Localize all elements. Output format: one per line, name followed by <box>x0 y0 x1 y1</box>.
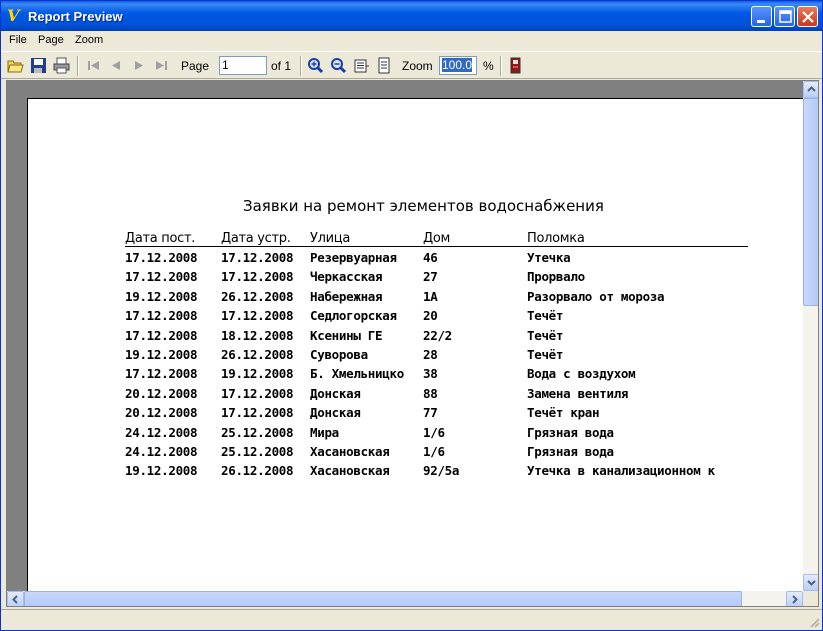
house-cell: 20 <box>423 308 438 323</box>
problem-cell: Течёт кран <box>527 405 600 420</box>
received-date-cell: 20.12.2008 <box>125 405 198 420</box>
problem-cell: Течёт <box>527 347 564 362</box>
house-cell: 46 <box>423 250 438 265</box>
street-cell: Черкасская <box>310 269 383 284</box>
toolbar <box>1 51 822 79</box>
house-cell: 28 <box>423 347 438 362</box>
street-cell: Мира <box>310 425 339 440</box>
report-title: Заявки на ремонт элементов водоснабжения <box>243 197 604 215</box>
column-header-received-date: Дата пост. <box>125 231 196 246</box>
status-bar <box>1 609 822 630</box>
toolbar-separator <box>500 56 502 76</box>
fixed-date-cell: 17.12.2008 <box>221 386 294 401</box>
street-cell: Б. Хмельницко <box>310 366 404 381</box>
zoom-label: Zoom <box>402 59 433 73</box>
house-cell: 92/5а <box>423 463 460 478</box>
received-date-cell: 17.12.2008 <box>125 328 198 343</box>
vertical-scroll-thumb[interactable] <box>803 98 819 306</box>
page-width-icon[interactable] <box>353 57 370 74</box>
app-icon: V <box>7 6 20 25</box>
problem-cell: Утечка <box>527 250 571 265</box>
received-date-cell: 17.12.2008 <box>125 308 198 323</box>
scroll-left-button[interactable] <box>7 591 24 607</box>
menu-page[interactable]: Page <box>38 34 64 46</box>
received-date-cell: 19.12.2008 <box>125 289 198 304</box>
house-cell: 1/6 <box>423 425 445 440</box>
menu-bar <box>1 31 822 50</box>
house-cell: 22/2 <box>423 328 452 343</box>
problem-cell: Течёт <box>527 328 564 343</box>
problem-cell: Разорвало от мороза <box>527 289 665 304</box>
fixed-date-cell: 25.12.2008 <box>221 425 294 440</box>
menu-file[interactable]: File <box>9 34 27 46</box>
street-cell: Набережная <box>310 289 383 304</box>
street-cell: Седлогорская <box>310 308 397 323</box>
fixed-date-cell: 18.12.2008 <box>221 328 294 343</box>
first-page-icon[interactable] <box>85 57 102 74</box>
chevron-up-icon <box>804 82 819 97</box>
prev-page-icon[interactable] <box>107 57 124 74</box>
last-page-icon[interactable] <box>153 57 170 74</box>
chevron-left-icon <box>8 592 23 607</box>
fixed-date-cell: 25.12.2008 <box>221 444 294 459</box>
whole-page-icon[interactable] <box>376 57 393 74</box>
column-header-street: Улица <box>310 231 350 246</box>
report-page <box>27 98 817 607</box>
fixed-date-cell: 26.12.2008 <box>221 463 294 478</box>
print-icon[interactable] <box>53 57 70 74</box>
fixed-date-cell: 17.12.2008 <box>221 250 294 265</box>
received-date-cell: 17.12.2008 <box>125 366 198 381</box>
scroll-up-button[interactable] <box>803 81 819 98</box>
page-count-label: of 1 <box>271 59 292 73</box>
zoom-value: 100.0 <box>442 58 473 72</box>
horizontal-scroll-thumb[interactable] <box>24 591 742 607</box>
received-date-cell: 24.12.2008 <box>125 444 198 459</box>
column-header-problem: Поломка <box>527 231 585 246</box>
header-divider <box>125 246 748 247</box>
menu-zoom[interactable]: Zoom <box>75 34 104 46</box>
house-cell: 27 <box>423 269 438 284</box>
vertical-scrollbar[interactable] <box>803 81 819 591</box>
street-cell: Хасановская <box>310 444 390 459</box>
problem-cell: Утечка в канализационном к <box>527 463 715 478</box>
received-date-cell: 17.12.2008 <box>125 269 198 284</box>
column-header-fixed-date: Дата устр. <box>221 231 291 246</box>
received-date-cell: 20.12.2008 <box>125 386 198 401</box>
scrollbar-corner <box>803 591 819 607</box>
problem-cell: Грязная вода <box>527 444 614 459</box>
fixed-date-cell: 26.12.2008 <box>221 347 294 362</box>
chevron-right-icon <box>787 592 802 607</box>
next-page-icon[interactable] <box>131 57 148 74</box>
street-cell: Донская <box>310 386 361 401</box>
open-folder-icon[interactable] <box>7 57 24 74</box>
exit-icon[interactable] <box>507 57 524 74</box>
preview-area[interactable] <box>6 80 819 607</box>
zoom-in-icon[interactable] <box>307 57 324 74</box>
house-cell: 38 <box>423 366 438 381</box>
horizontal-scrollbar[interactable] <box>7 591 803 607</box>
maximize-icon <box>775 7 796 28</box>
problem-cell: Течёт <box>527 308 564 323</box>
column-header-house: Дом <box>423 231 451 246</box>
street-cell: Донская <box>310 405 361 420</box>
problem-cell: Вода с воздухом <box>527 366 636 381</box>
fixed-date-cell: 17.12.2008 <box>221 308 294 323</box>
house-cell: 77 <box>423 405 438 420</box>
zoom-input[interactable] <box>439 56 477 75</box>
zoom-out-icon[interactable] <box>330 57 347 74</box>
house-cell: 1/6 <box>423 444 445 459</box>
percent-label: % <box>483 59 494 73</box>
chevron-down-icon <box>804 575 819 590</box>
minimize-button[interactable] <box>751 6 772 27</box>
maximize-button[interactable] <box>774 6 795 27</box>
toolbar-separator <box>300 56 302 76</box>
received-date-cell: 19.12.2008 <box>125 463 198 478</box>
fixed-date-cell: 19.12.2008 <box>221 366 294 381</box>
close-icon <box>798 7 819 28</box>
scroll-down-button[interactable] <box>803 574 819 591</box>
street-cell: Резервуарная <box>310 250 397 265</box>
house-cell: 1А <box>423 289 438 304</box>
problem-cell: Замена вентиля <box>527 386 629 401</box>
save-icon[interactable] <box>30 57 47 74</box>
house-cell: 88 <box>423 386 438 401</box>
title-bar[interactable] <box>1 1 822 31</box>
problem-cell: Прорвало <box>527 269 585 284</box>
minimize-icon <box>752 7 773 28</box>
page-label: Page <box>181 59 210 73</box>
received-date-cell: 19.12.2008 <box>125 347 198 362</box>
fixed-date-cell: 17.12.2008 <box>221 405 294 420</box>
close-button[interactable] <box>797 6 818 27</box>
scroll-right-button[interactable] <box>786 591 803 607</box>
window-title: Report Preview <box>28 9 123 24</box>
fixed-date-cell: 26.12.2008 <box>221 289 294 304</box>
received-date-cell: 24.12.2008 <box>125 425 198 440</box>
fixed-date-cell: 17.12.2008 <box>221 269 294 284</box>
street-cell: Хасановская <box>310 463 390 478</box>
street-cell: Суворова <box>310 347 368 362</box>
street-cell: Ксенины ГЕ <box>310 328 383 343</box>
resize-grip-icon[interactable] <box>808 616 820 628</box>
page-number-input[interactable]: 1 <box>219 56 267 75</box>
toolbar-separator <box>77 56 79 76</box>
received-date-cell: 17.12.2008 <box>125 250 198 265</box>
problem-cell: Грязная вода <box>527 425 614 440</box>
